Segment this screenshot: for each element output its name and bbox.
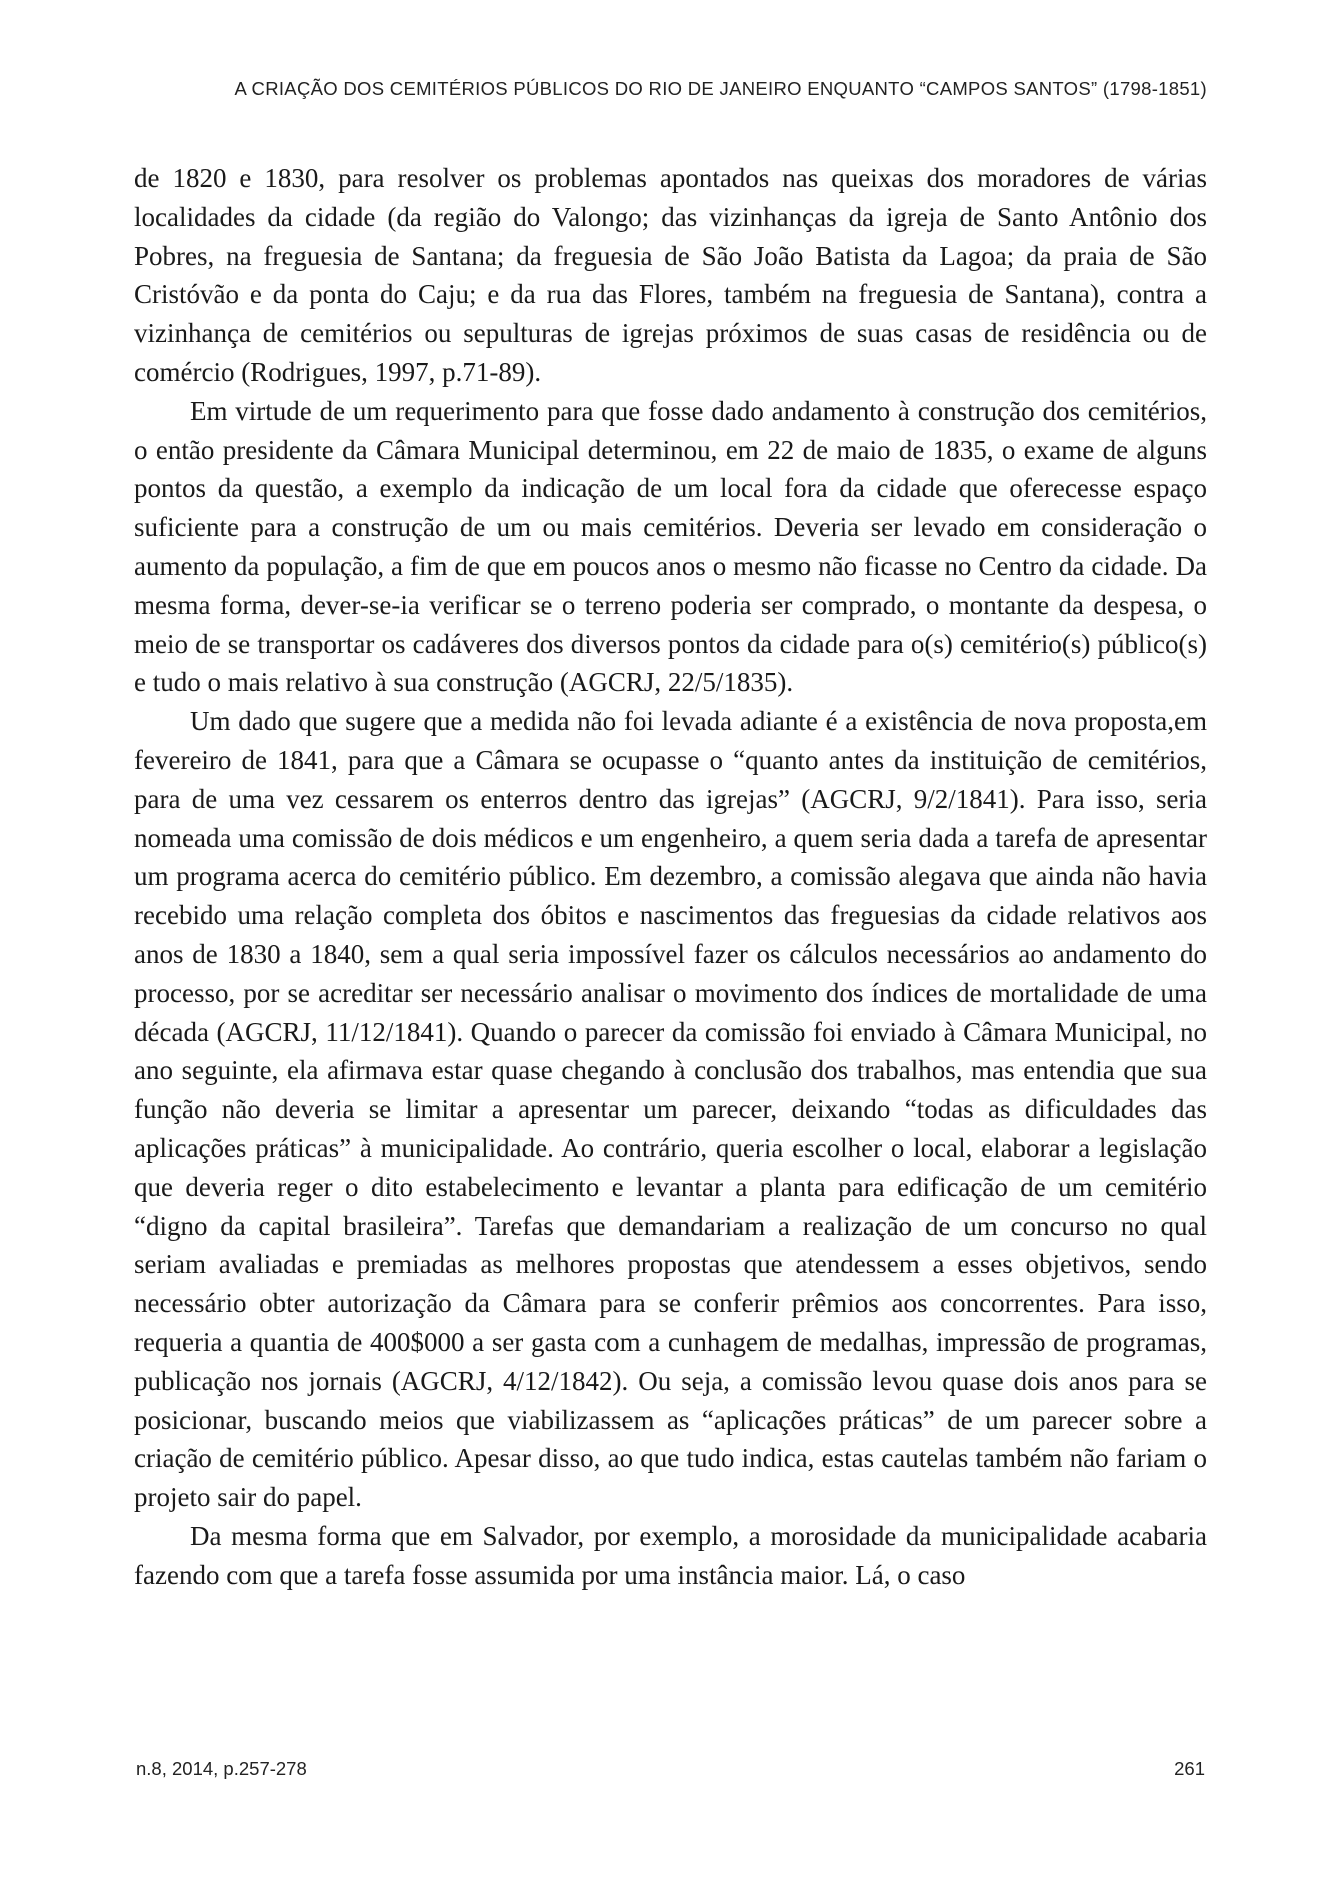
paragraph-1: de 1820 e 1830, para resolver os problemas apontados nas queixas dos moradores de várias localidades da cidade (da região do Valongo; das vizinhanças da igreja de Santo Antônio dos Pobres, na freguesia de Santana; da freguesia de São João Batista da Lagoa; da praia de São Cristóvão e da ponta do Caju; e da rua das Flores, também na freguesia de Santana), contra a vizinhança de cemitérios ou sepulturas de igrejas próximos de suas casas de residência ou de comércio (Rodrigues, 1997, p.71-89). — [134, 163, 1207, 387]
paragraph-2: Em virtude de um requerimento para que fosse dado andamento à construção dos cemitérios, o então presidente da Câmara Municipal determinou, em 22 de maio de 1835, o exame de alguns pontos da questão, a exemplo da indicação de um local fora da cidade que oferecesse espaço suficiente para a construção de um ou mais cemitérios. Deveria ser levado em consideração o aumento da população, a fim de que em poucos anos o mesmo não ficasse no Centro da cidade. Da mesma forma, dever-se-ia verificar se o terreno poderia ser comprado, o montante da despesa, o meio de se transportar os cadáveres dos diversos pontos da cidade para o(s) cemitério(s) público(s) e tudo o mais relativo à sua construção (AGCRJ, 22/5/1835). — [134, 395, 1207, 698]
running-header: A CRIAÇÃO DOS CEMITÉRIOS PÚBLICOS DO RIO DE JANEIRO ENQUANTO “CAMPOS SANTOS” (1798-1851) — [234, 78, 1207, 99]
paragraph-3: Um dado que sugere que a medida não foi levada adiante é a existência de nova proposta,em fevereiro de 1841, para que a Câmara se ocupasse o “quanto antes da instituição de cemitérios, para de uma vez cessarem os enterros dentro das igrejas” (AGCRJ, 9/2/1841). Para isso, seria nomeada uma comissão de dois médicos e um engenheiro, a quem seria dada a tarefa de apresentar um programa acerca do cemitério público. Em dezembro, a comissão alegava que ainda não havia recebido uma relação completa dos óbitos e nascimentos das freguesias da cidade relativos aos anos de 1830 a 1840, sem a qual seria impossível fazer os cálculos necessários ao andamento do processo, por se acreditar ser necessário analisar o movimento dos índices de mortalidade de uma década (AGCRJ, 11/12/1841). Quando o parecer da comissão foi enviado à Câmara Municipal, no ano seguinte, ela afirmava estar quase chegando à conclusão dos trabalhos, mas entendia que sua função não deveria se limitar a apresentar um parecer, deixando “todas as dificuldades das aplicações práticas” à municipalidade. Ao contrário, queria escolher o local, elaborar a legislação que deveria reger o dito estabelecimento e levantar a planta para edificação de um cemitério “digno da capital brasileira”. Tarefas que demandariam a realização de um concurso no qual seriam avaliadas e premiadas as melhores propostas que atendessem a esses objetivos, sendo necessário obter autorização da Câmara para se conferir prêmios aos concorrentes. Para isso, requeria a quantia de 400$000 a ser gasta com a cunhagem de medalhas, impressão de programas, publicação nos jornais (AGCRJ, 4/12/1842). Ou seja, a comissão levou quase dois anos para se posicionar, buscando meios que viabilizassem as “aplicações práticas” de um parecer sobre a criação de cemitério público. Apesar disso, ao que tudo indica, estas cautelas também não fariam o projeto sair do papel. — [134, 706, 1207, 1513]
paragraph-4: Da mesma forma que em Salvador, por exemplo, a morosidade da municipalidade acabaria fazendo com que a tarefa fosse assumida por uma instância maior. Lá, o caso — [134, 1520, 1207, 1590]
footer-citation: n.8, 2014, p.257-278 — [136, 1758, 307, 1779]
article-body — [134, 159, 1207, 1594]
page-number: 261 — [1174, 1758, 1205, 1779]
